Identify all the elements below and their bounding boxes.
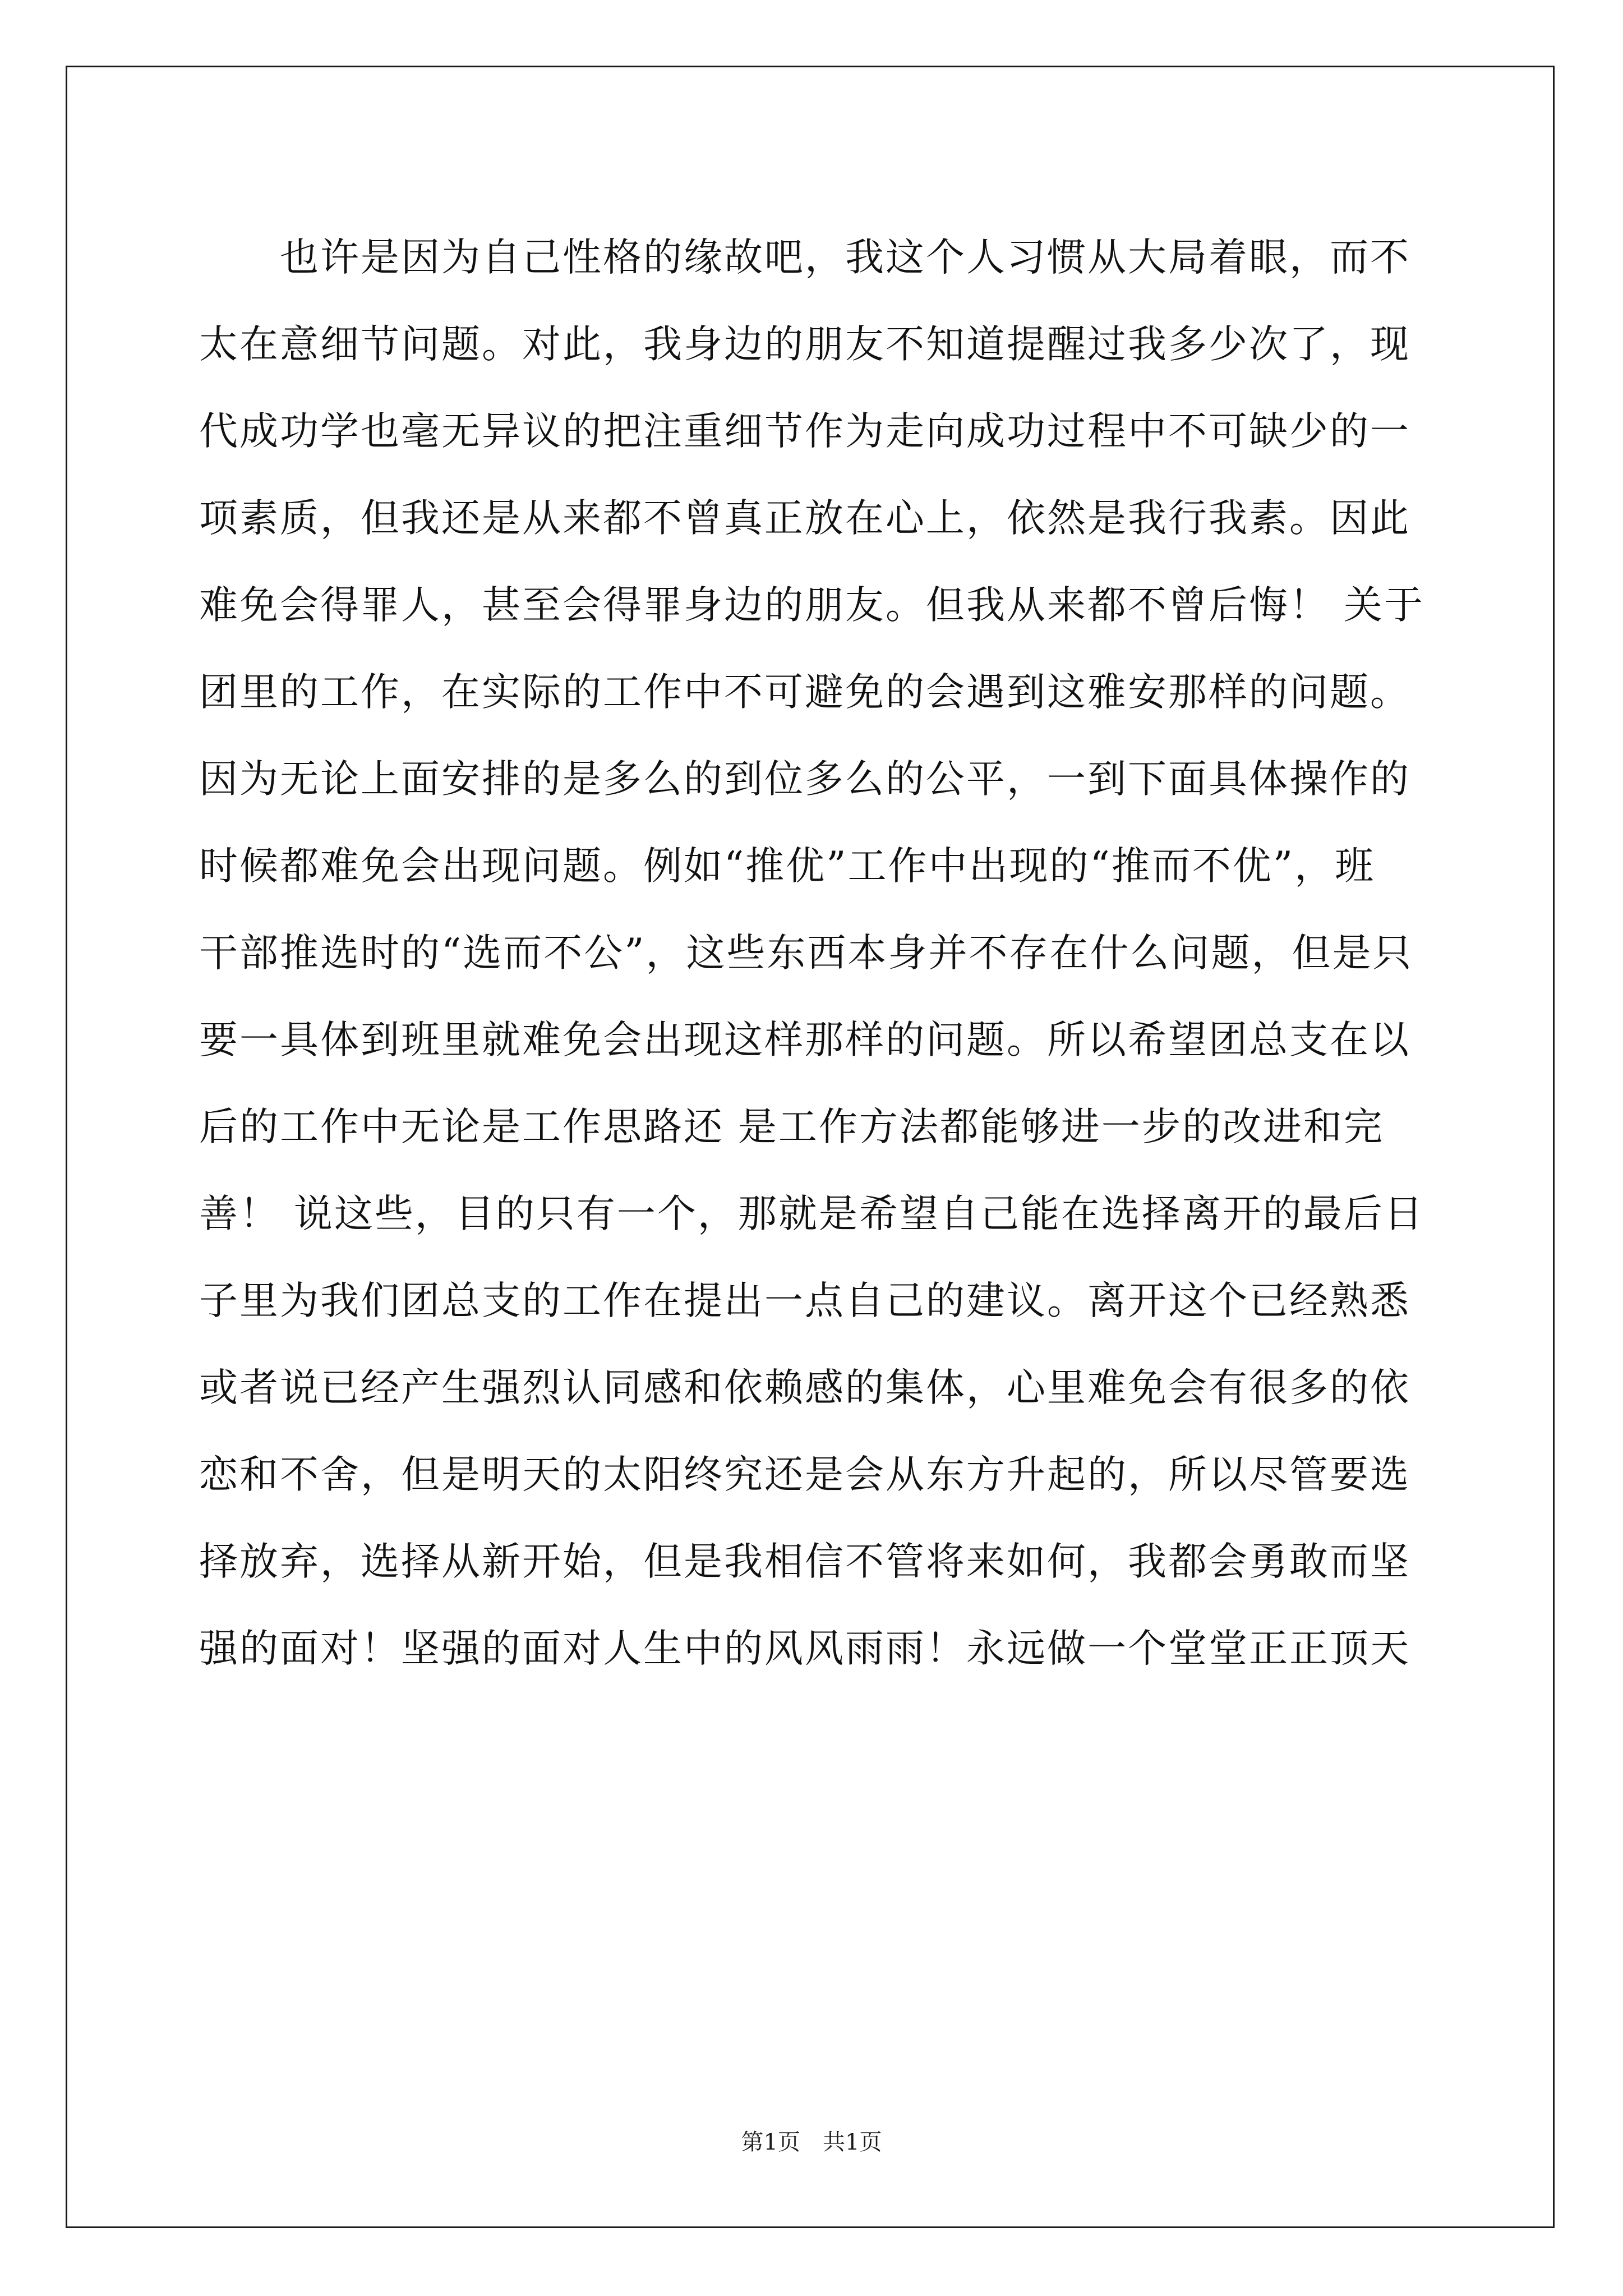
text-line: 后的工作中无论是工作思路还 是工作方法都能够进一步的改进和完 — [199, 1105, 1384, 1149]
text-line: 要一具体到班里就难免会出现这样那样的问题。所以希望团总支在以 — [199, 1018, 1410, 1062]
text-line: 干部推选时的“选而不公”，这些东西本身并不存在什么问题，但是只 — [199, 931, 1413, 976]
text-line: 时候都难免会出现问题。例如“推优”工作中出现的“推而不优”，班 — [199, 844, 1376, 889]
text-line: 因为无论上面安排的是多么的到位多么的公平，一到下面具体操作的 — [199, 757, 1410, 802]
text-line: 也许是因为自己性格的缘故吧，我这个人习惯从大局着眼，而不 — [199, 235, 1410, 280]
text-line: 项素质，但我还是从来都不曾真正放在心上，依然是我行我素。因此 — [199, 496, 1410, 541]
text-line: 难免会得罪人，甚至会得罪身边的朋友。但我从来都不曾后悔！ 关于 — [199, 583, 1424, 628]
text-line: 子里为我们团总支的工作在提出一点自己的建议。离开这个已经熟悉 — [199, 1278, 1410, 1323]
text-line: 太在意细节问题。对此，我身边的朋友不知道提醒过我多少次了，现 — [199, 322, 1410, 367]
document-body — [199, 214, 1433, 1692]
text-line: 或者说已经产生强烈认同感和依赖感的集体，心里难免会有很多的依 — [199, 1365, 1410, 1410]
text-line: 恋和不舍，但是明天的太阳终究还是会从东方升起的，所以尽管要选 — [199, 1452, 1410, 1497]
page-number-footer: 第1页 共1页 — [741, 2129, 882, 2155]
text-line: 强的面对！坚强的面对人生中的风风雨雨！永远做一个堂堂正正顶天 — [199, 1626, 1410, 1671]
text-line: 善！ 说这些，目的只有一个，那就是希望自己能在选择离开的最后日 — [199, 1191, 1424, 1236]
text-line: 代成功学也毫无异议的把注重细节作为走向成功过程中不可缺少的一 — [199, 409, 1410, 454]
text-line: 择放弃，选择从新开始，但是我相信不管将来如何，我都会勇敢而坚 — [199, 1539, 1410, 1584]
text-line: 团里的工作，在实际的工作中不可避免的会遇到这雅安那样的问题。 — [199, 670, 1410, 715]
